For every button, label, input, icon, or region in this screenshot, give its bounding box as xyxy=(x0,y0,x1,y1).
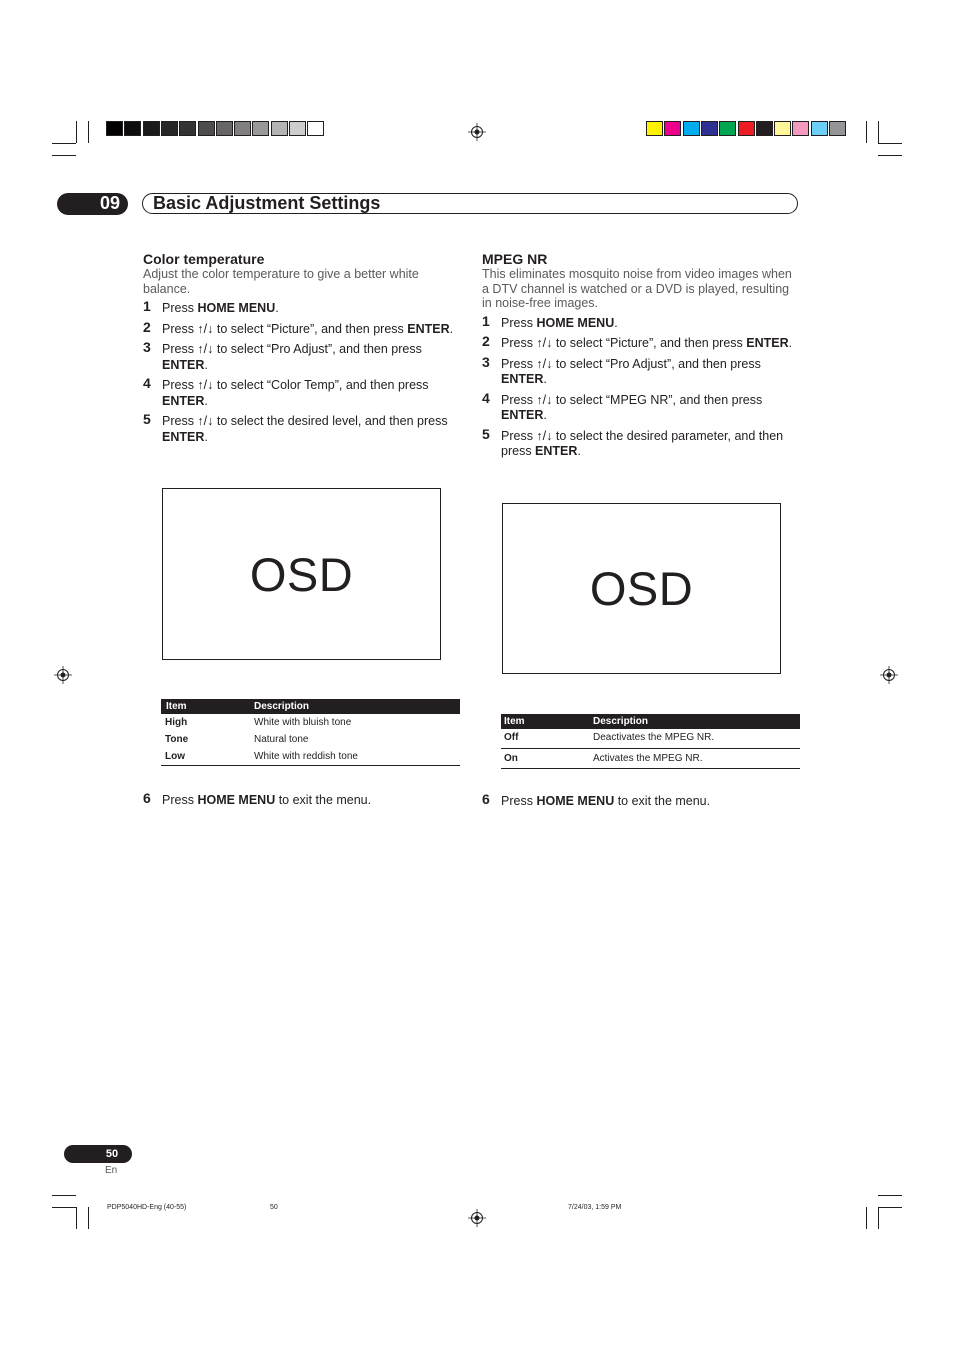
step-list xyxy=(482,312,800,460)
color-temperature-section xyxy=(143,251,461,450)
table-divider xyxy=(161,765,460,766)
footer-filename: PDP5040HD-Eng (40-55) xyxy=(107,1204,187,1211)
step-item xyxy=(482,333,800,352)
step-key: HOME MENU xyxy=(536,315,615,330)
step-key: HOME MENU xyxy=(536,794,615,808)
step-key: ENTER xyxy=(162,393,205,408)
step-text: Press ↑/↓ to select “Pro Adjust”, and then press xyxy=(501,356,761,371)
color-swatch xyxy=(756,121,773,136)
table-cell-item: High xyxy=(165,717,188,728)
table-divider xyxy=(501,768,800,769)
osd-label: OSD xyxy=(589,562,694,615)
section-intro: Adjust the color temperature to give a better white balance. xyxy=(143,267,419,296)
registration-target-icon xyxy=(468,1209,486,1227)
step-item xyxy=(482,353,800,388)
color-swatch xyxy=(216,121,233,136)
osd-placeholder xyxy=(502,503,781,674)
step-key: ENTER xyxy=(162,357,205,372)
step-key: ENTER xyxy=(746,336,789,350)
step-number: 1 xyxy=(482,312,490,329)
table-row xyxy=(161,714,460,731)
color-swatch xyxy=(829,121,846,136)
osd-placeholder xyxy=(162,488,441,660)
step-key: ENTER xyxy=(501,372,544,386)
table-cell-item: Tone xyxy=(165,734,189,745)
chapter-number: 09 xyxy=(99,193,121,213)
step-text: . xyxy=(204,429,208,444)
step-number: 6 xyxy=(482,791,490,807)
section-title: Color temperature xyxy=(143,251,265,267)
step-number: 2 xyxy=(143,318,151,335)
step-text: Press xyxy=(162,301,198,315)
step-exit xyxy=(143,790,480,808)
step-text: Press ↑/↓ to select “Pro Adjust”, and then press xyxy=(162,342,422,356)
color-swatch xyxy=(179,121,196,136)
color-swatch xyxy=(811,121,828,136)
step-item xyxy=(482,312,800,332)
color-swatch xyxy=(143,121,160,136)
table-row xyxy=(161,748,460,765)
page-number: 50 xyxy=(105,1148,119,1160)
table-header-item: Item xyxy=(166,701,187,712)
color-swatch xyxy=(683,121,700,136)
step-text: . xyxy=(204,393,208,408)
table-row xyxy=(501,729,800,749)
section-intro: This eliminates mosquito noise from video images when a DTV channel is watched or a DVD is played, resulting in noise-free images. xyxy=(482,267,792,310)
color-swatch xyxy=(161,121,178,136)
table-header xyxy=(161,699,460,714)
color-swatch xyxy=(792,121,809,136)
table-header-item: Item xyxy=(504,716,525,727)
step-key: ENTER xyxy=(407,321,450,336)
table-cell-item: Off xyxy=(504,732,519,743)
step-key: HOME MENU xyxy=(197,301,276,315)
step-key: ENTER xyxy=(535,444,578,458)
step-item xyxy=(143,375,461,409)
step-item xyxy=(143,318,461,338)
mpeg-nr-table xyxy=(501,714,800,769)
step-number: 4 xyxy=(143,375,151,391)
step-text: . xyxy=(614,315,618,330)
step-text: to exit the menu. xyxy=(614,794,711,808)
step-number: 2 xyxy=(482,333,490,349)
chapter-title: Basic Adjustment Settings xyxy=(153,193,381,213)
table-cell-description: White with bluish tone xyxy=(254,717,352,728)
step-text: Press ↑/↓ to select the desired level, and then press xyxy=(162,414,448,428)
footer-timestamp: 7/24/03, 1:59 PM xyxy=(568,1204,622,1211)
color-swatch xyxy=(307,121,324,136)
step-exit xyxy=(482,791,819,809)
step-key: HOME MENU xyxy=(197,793,276,807)
step-text: . xyxy=(449,321,454,336)
step-text: . xyxy=(788,336,793,350)
step-text: Press xyxy=(501,315,537,330)
table-header-description: Description xyxy=(593,716,649,727)
step-number: 5 xyxy=(482,425,490,442)
step-item xyxy=(482,425,800,460)
color-swatch xyxy=(271,121,288,136)
table-cell-item: Low xyxy=(165,751,185,762)
step-number: 1 xyxy=(143,298,151,314)
osd-label: OSD xyxy=(249,547,354,601)
step-text: Press ↑/↓ to select “Picture”, and then press xyxy=(501,336,747,350)
color-swatch xyxy=(289,121,306,136)
registration-target-icon xyxy=(468,123,486,141)
color-swatch xyxy=(124,121,141,136)
step-text: Press xyxy=(162,793,198,807)
step-item xyxy=(143,339,461,373)
step-text: . xyxy=(275,301,279,315)
color-swatch xyxy=(234,121,251,136)
table-cell-description: Deactivates the MPEG NR. xyxy=(593,732,715,743)
color-swatch xyxy=(719,121,736,136)
color-swatch xyxy=(198,121,215,136)
step-text: . xyxy=(204,357,208,372)
step-text: to exit the menu. xyxy=(275,793,372,807)
step-number: 5 xyxy=(143,411,151,427)
step-text: . xyxy=(543,408,547,422)
step-item xyxy=(482,389,800,424)
footer-page: 50 xyxy=(270,1204,278,1211)
color-swatch xyxy=(252,121,269,136)
table-cell-description: Activates the MPEG NR. xyxy=(593,753,703,764)
page-language: En xyxy=(105,1165,118,1176)
color-swatch xyxy=(738,121,755,136)
registration-target-icon xyxy=(880,666,898,684)
color-swatch xyxy=(664,121,681,136)
table-header-description: Description xyxy=(254,701,310,712)
step-number: 3 xyxy=(482,353,490,370)
step-text: . xyxy=(577,444,581,458)
step-text: Press ↑/↓ to select “Color Temp”, and then press xyxy=(162,378,429,392)
step-list xyxy=(143,298,461,445)
step-item xyxy=(143,298,461,317)
step-number: 3 xyxy=(143,339,151,355)
step-key: ENTER xyxy=(162,429,205,444)
color-swatch xyxy=(774,121,791,136)
step-text: Press ↑/↓ to select the desired parameter, and then press xyxy=(501,428,784,458)
table-cell-description: White with reddish tone xyxy=(254,751,358,762)
color-swatch xyxy=(701,121,718,136)
step-text: Press ↑/↓ to select “MPEG NR”, and then press xyxy=(501,392,763,407)
color-swatch xyxy=(646,121,663,136)
step-key: ENTER xyxy=(501,408,544,422)
step-number: 6 xyxy=(143,790,151,806)
registration-target-icon xyxy=(54,666,72,684)
section-title: MPEG NR xyxy=(482,251,548,267)
step-text: . xyxy=(543,372,547,386)
table-header xyxy=(501,714,800,729)
table-cell-item: On xyxy=(504,753,518,764)
step-text: Press xyxy=(501,794,537,808)
step-number: 4 xyxy=(482,389,490,406)
step-text: Press ↑/↓ to select “Picture”, and then press xyxy=(162,321,408,336)
table-row xyxy=(161,731,460,748)
table-cell-description: Natural tone xyxy=(254,734,309,745)
color-swatch xyxy=(106,121,123,136)
mpeg-nr-section xyxy=(482,251,800,465)
color-temperature-table xyxy=(161,699,460,766)
step-item xyxy=(143,411,461,445)
table-row xyxy=(501,749,800,768)
